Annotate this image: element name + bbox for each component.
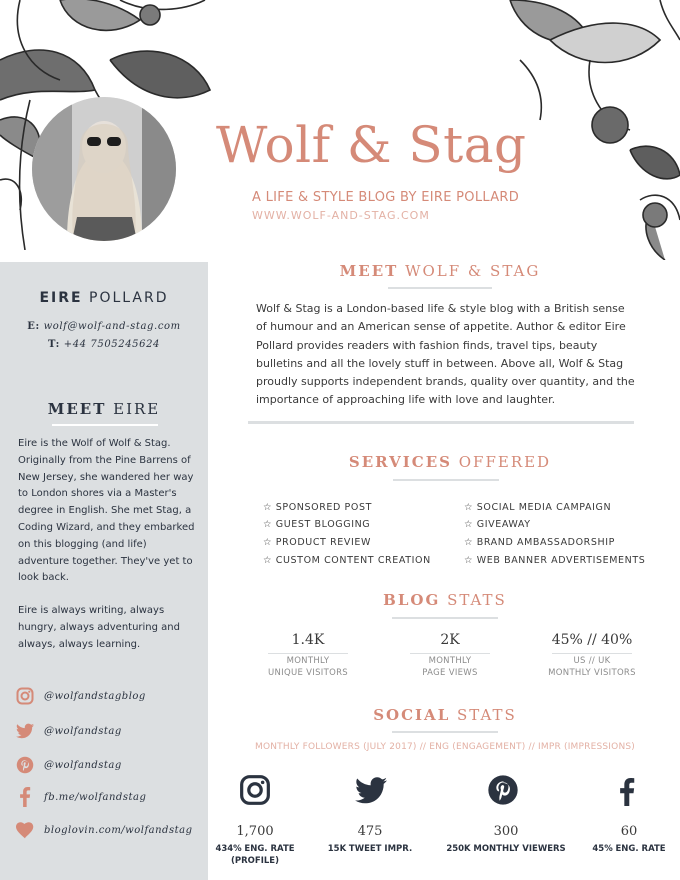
metric-label: MONTHLY VIEWERS [473, 844, 566, 854]
social-link-twitter[interactable] [16, 721, 206, 741]
service-item [263, 555, 431, 566]
heading-underline [392, 731, 498, 733]
heading-light: WOLF & STAG [405, 262, 541, 280]
section-heading-meet [250, 262, 630, 280]
stat-label: MONTHLY [428, 656, 472, 666]
bio-paragraph: Eire is the Wolf of Wolf & Stag. Originally from the Pine Barrens of New Jersey, she wandered her way to London shores via a Master's degree in English. She met Stag, a Coding Wizard, and they embarked on this blogging (and life) adventure together. They've yet to look back. [18, 438, 195, 584]
social-link-bloglovin[interactable] [16, 820, 206, 840]
name-last: POLLARD [89, 290, 169, 306]
social-stat-value: 300 [493, 824, 519, 839]
facebook-icon [16, 787, 34, 807]
service-label: GIVEAWAY [476, 519, 531, 530]
stat-label: MONTHLY [286, 656, 330, 666]
metric-label: ENG. RATE [244, 844, 295, 854]
stat-label: US // UK [573, 656, 611, 666]
stat-value: 2K [440, 632, 460, 648]
social-stat-metric-line2: (PROFILE) [231, 856, 279, 866]
star-icon: ☆ [263, 555, 273, 566]
social-link-pinterest[interactable] [16, 755, 206, 775]
profile-photo [32, 97, 176, 241]
social-handle: bloglovin.com/wolfandstag [44, 824, 193, 836]
social-handle: fb.me/wolfandstag [44, 791, 147, 803]
metric-bold: 15K [327, 844, 347, 854]
brand-title: Wolf & Stag [216, 116, 527, 174]
service-item [464, 555, 645, 566]
section-heading-blog-stats [245, 591, 645, 609]
social-stat [584, 824, 674, 855]
sidebar-meet-heading [0, 400, 208, 418]
heading-light: STATS [447, 591, 507, 609]
blog-stat [390, 632, 510, 679]
service-label: GUEST BLOGGING [275, 519, 371, 530]
twitter-icon[interactable] [355, 777, 387, 804]
stat-label: MONTHLY VISITORS [548, 668, 636, 678]
social-handle: @wolfandstag [44, 759, 122, 771]
sidebar-divider [52, 424, 158, 426]
stat-label: UNIQUE VISITORS [268, 668, 348, 678]
star-icon: ☆ [464, 519, 474, 530]
phone-value: +44 7505245624 [63, 339, 161, 350]
bio-paragraph: Eire is always writing, always hungry, always adventuring and always, always learning. [18, 605, 180, 650]
heading-bold: BLOG [383, 591, 441, 609]
instagram-icon[interactable] [239, 774, 271, 806]
heading-underline [393, 479, 499, 481]
website-link[interactable]: WWW.WOLF-AND-STAG.COM [252, 209, 430, 222]
section-heading-social-stats [245, 706, 645, 724]
heading-bold: MEET [339, 262, 399, 280]
name-first: EIRE [39, 290, 83, 306]
social-stat-value: 60 [620, 824, 638, 839]
twitter-icon [16, 723, 34, 739]
service-item [464, 519, 531, 530]
contact-email[interactable] [0, 321, 208, 332]
stat-divider [552, 653, 632, 654]
social-handle: @wolfandstag [44, 725, 122, 737]
service-label: SOCIAL MEDIA CAMPAIGN [476, 502, 612, 513]
stat-label: PAGE VIEWS [422, 668, 478, 678]
stat-divider [410, 653, 490, 654]
followers-note: MONTHLY FOLLOWERS (JULY 2017) // ENG (ENGAGEMENT) // IMPR (IMPRESSIONS) [255, 742, 635, 752]
tagline: A LIFE & STYLE BLOG BY EIRE POLLARD [252, 190, 520, 205]
heading-light: STATS [457, 706, 517, 724]
star-icon: ☆ [263, 502, 273, 513]
section-heading-services [250, 453, 650, 471]
metric-label: ENG. RATE [615, 844, 666, 854]
service-item [464, 502, 611, 513]
social-stat-metric [446, 843, 566, 855]
sidebar-bio [18, 436, 198, 670]
email-value: wolf@wolf-and-stag.com [43, 321, 181, 332]
social-stat-value: 475 [357, 824, 383, 839]
service-item [263, 519, 370, 530]
meet-light: EIRE [113, 400, 161, 418]
blog-stat [530, 632, 654, 679]
star-icon: ☆ [464, 502, 474, 513]
social-stat-metric [205, 843, 305, 855]
service-item [263, 502, 372, 513]
star-icon: ☆ [464, 555, 474, 566]
stat-value: 45% // 40% [551, 632, 633, 648]
metric-bold: 45% [592, 844, 613, 854]
social-stat [320, 824, 420, 855]
pinterest-icon [16, 756, 34, 774]
heart-icon [16, 822, 34, 839]
star-icon: ☆ [263, 519, 273, 530]
metric-bold: 250K [446, 844, 471, 854]
facebook-icon[interactable] [619, 778, 635, 806]
heading-bold: SERVICES [348, 453, 452, 471]
service-item [263, 537, 371, 548]
instagram-icon [16, 687, 34, 705]
contact-phone[interactable] [0, 339, 208, 350]
social-stat-metric [320, 843, 420, 855]
blog-stat [248, 632, 368, 679]
heading-underline [388, 287, 492, 289]
star-icon: ☆ [263, 537, 273, 548]
intro-paragraph: Wolf & Stag is a London-based life & style blog with a British sense of humour and an American sense of appetite. Author & editor Eire Pollard provides readers with fashion finds, travel tips, beauty bulletins and all the lovely stuff in between. Above all, Wolf & Stag proudly supports independent brands, quality over quantity, and the importance of approaching life with love and laughter. [256, 302, 635, 407]
service-item [464, 537, 615, 548]
social-handle: @wolfandstagblog [44, 690, 146, 702]
service-label: SPONSORED POST [275, 502, 372, 513]
section-divider [248, 421, 634, 424]
social-stat-metric [584, 843, 674, 855]
social-link-facebook[interactable] [16, 787, 206, 807]
sidebar-name [0, 290, 208, 306]
metric-label: TWEET IMPR. [348, 844, 413, 854]
service-label: PRODUCT REVIEW [275, 537, 371, 548]
stat-value: 1.4K [291, 632, 325, 648]
stat-divider [268, 653, 348, 654]
social-link-instagram[interactable] [16, 686, 206, 706]
email-label: E: [27, 321, 40, 332]
phone-label: T: [47, 339, 60, 350]
service-label: BRAND AMBASSADORSHIP [476, 537, 615, 548]
heading-underline [392, 617, 498, 619]
heading-light: OFFERED [458, 453, 552, 471]
heading-bold: SOCIAL [373, 706, 451, 724]
star-icon: ☆ [464, 537, 474, 548]
avatar [32, 97, 176, 241]
service-label: WEB BANNER ADVERTISEMENTS [476, 555, 646, 566]
social-stat [205, 824, 305, 867]
service-label: CUSTOM CONTENT CREATION [275, 555, 431, 566]
social-stat-value: 1,700 [236, 824, 274, 839]
pinterest-icon[interactable] [487, 774, 519, 806]
social-stat [446, 824, 566, 855]
meet-bold: MEET [47, 400, 107, 418]
metric-bold: 434% [215, 844, 242, 854]
